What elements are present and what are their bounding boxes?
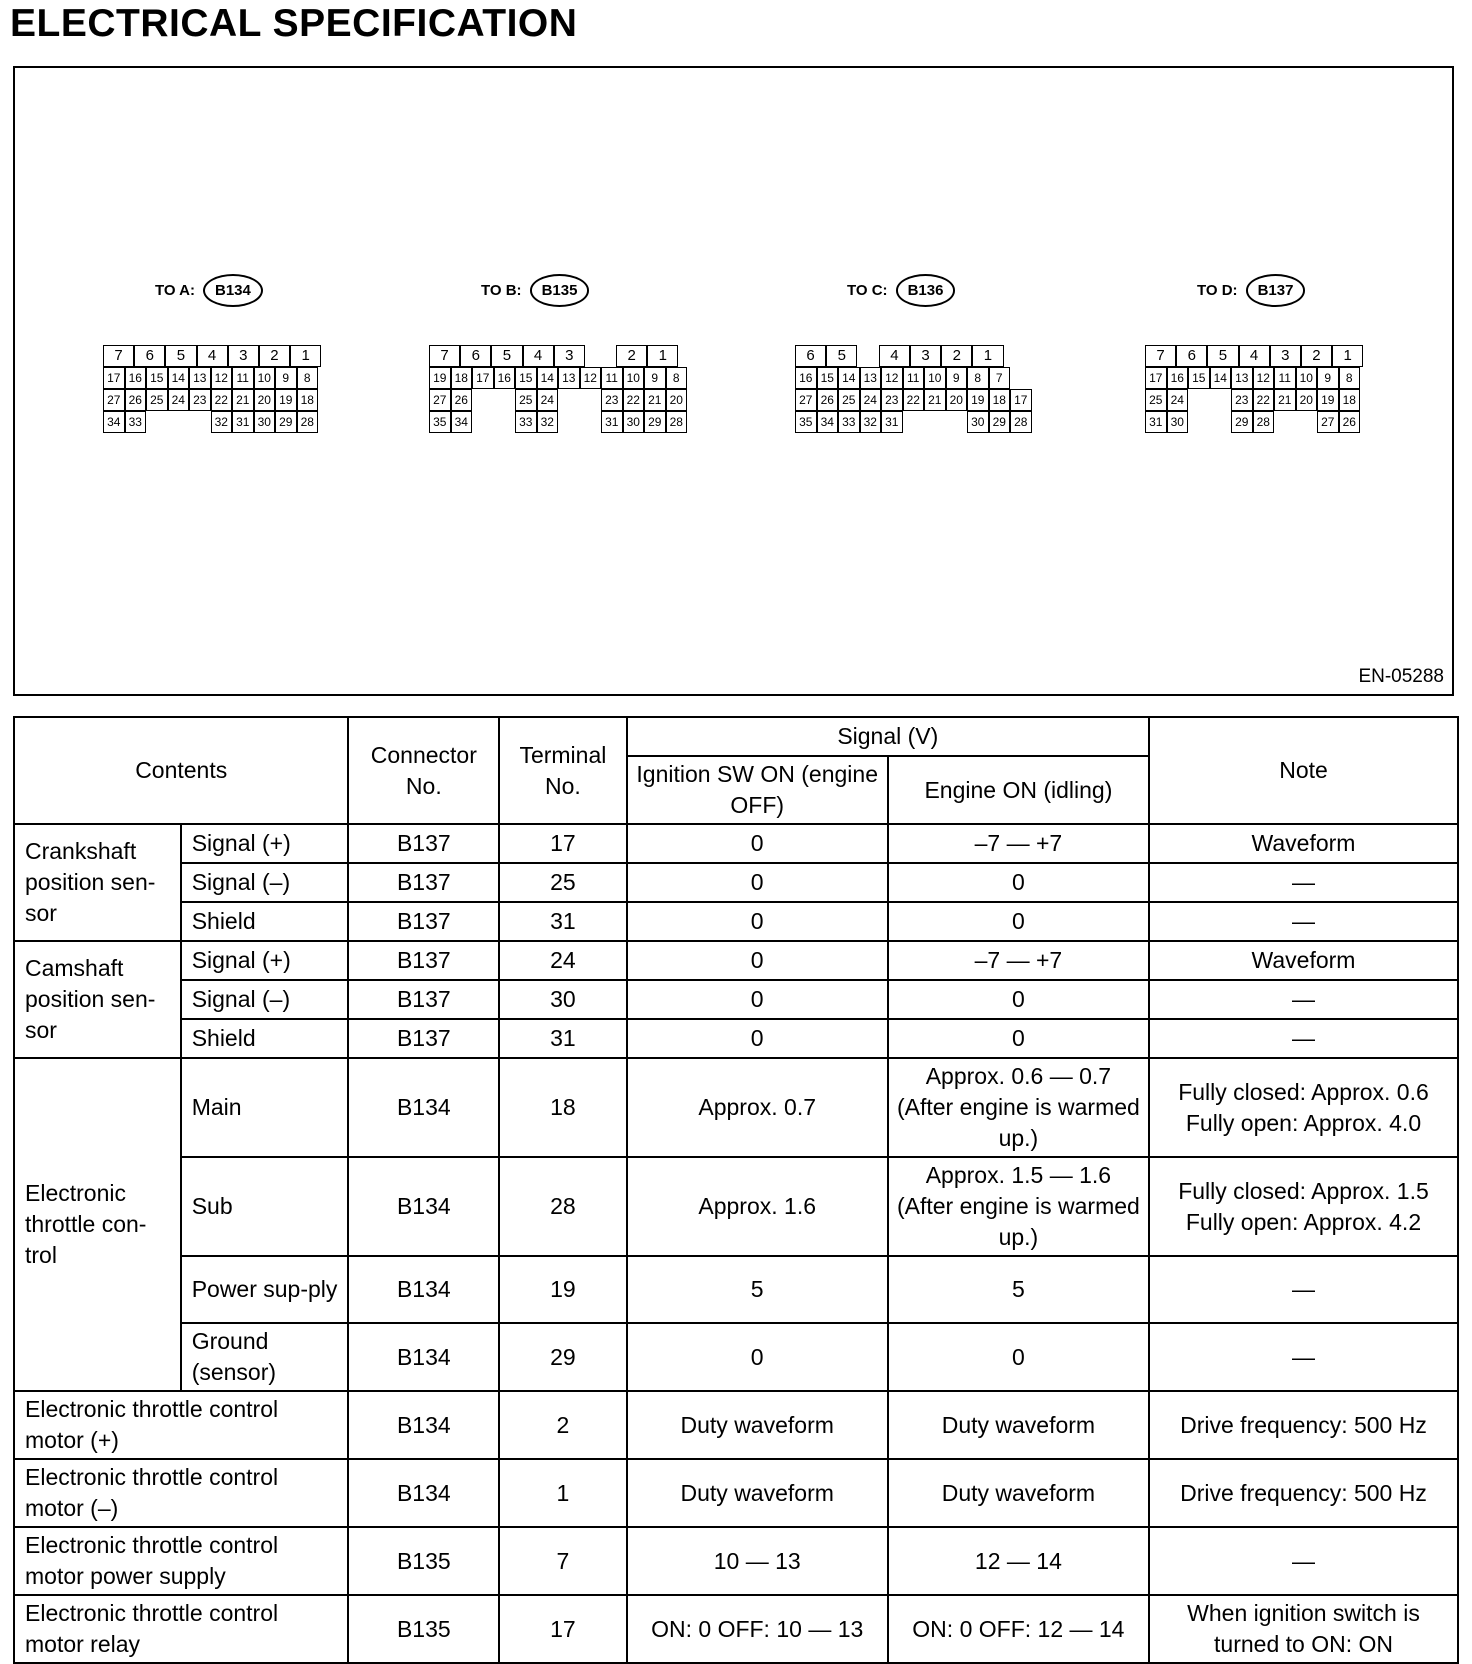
pin-24: 24: [537, 389, 559, 411]
pin-18: 18: [989, 389, 1011, 411]
pin-11: 11: [232, 367, 254, 389]
connector-no: B137: [348, 824, 499, 863]
group-crankshaft-sensor: Crankshaft position sen-sor: [14, 824, 181, 941]
pin-6: 6: [460, 345, 491, 367]
pin-35: 35: [429, 411, 451, 433]
note: Drive frequency: 500 Hz: [1149, 1391, 1458, 1459]
pin-8: 8: [297, 367, 319, 389]
terminal-no: 17: [499, 1595, 626, 1663]
item-throttle-motor-minus: Electronic throttle control motor (–): [14, 1459, 348, 1527]
signal-engine-on: 12 — 14: [888, 1527, 1149, 1595]
note: —: [1149, 980, 1458, 1019]
pin-20: 20: [666, 389, 688, 411]
pin-2: 2: [616, 345, 647, 367]
pin-17: 17: [472, 367, 494, 389]
pin-12: 12: [1253, 367, 1275, 389]
header-ignition-sw-on: Ignition SW ON (engine OFF): [627, 756, 888, 824]
connector-prefix: TO A:: [155, 282, 195, 299]
signal-engine-on: Approx. 0.6 — 0.7 (After engine is warmed up.): [888, 1058, 1149, 1157]
terminal-no: 29: [499, 1323, 626, 1391]
signal-ign-on: 10 — 13: [627, 1527, 888, 1595]
note: Waveform: [1149, 941, 1458, 980]
header-terminal-no: Terminal No.: [499, 717, 626, 824]
sub-item: Power sup-ply: [181, 1256, 349, 1323]
pin-32: 32: [211, 411, 233, 433]
pin-30: 30: [254, 411, 276, 433]
pin-22: 22: [623, 389, 645, 411]
signal-ign-on: 5: [627, 1256, 888, 1323]
pin-3: 3: [554, 345, 585, 367]
pin-2: 2: [1301, 345, 1332, 367]
pin-22: 22: [1253, 389, 1275, 411]
connector-label: [847, 274, 955, 307]
signal-engine-on: 0: [888, 863, 1149, 902]
header-connector-no: Connector No.: [348, 717, 499, 824]
pin-24: 24: [1167, 389, 1189, 411]
pin-10: 10: [254, 367, 276, 389]
sub-item: Signal (+): [181, 824, 349, 863]
signal-ign-on: 0: [627, 863, 888, 902]
pin-24: 24: [168, 389, 190, 411]
pin-9: 9: [1317, 367, 1339, 389]
pin-16: 16: [1167, 367, 1189, 389]
signal-ign-on: Duty waveform: [627, 1459, 888, 1527]
pin-1: 1: [972, 345, 1003, 367]
terminal-no: 25: [499, 863, 626, 902]
pin-20: 20: [946, 389, 968, 411]
header-engine-on: Engine ON (idling): [888, 756, 1149, 824]
note: Drive frequency: 500 Hz: [1149, 1459, 1458, 1527]
connector-id-badge: B137: [1246, 274, 1306, 307]
note: —: [1149, 1527, 1458, 1595]
pin-5: 5: [826, 345, 857, 367]
pin-1: 1: [647, 345, 678, 367]
terminal-no: 28: [499, 1157, 626, 1256]
item-throttle-motor-relay: Electronic throttle control motor relay: [14, 1595, 348, 1663]
signal-ign-on: 0: [627, 824, 888, 863]
pin-3: 3: [228, 345, 259, 367]
sub-item: Signal (–): [181, 863, 349, 902]
connector-no: B135: [348, 1595, 499, 1663]
pin-23: 23: [881, 389, 903, 411]
item-throttle-motor-plus: Electronic throttle control motor (+): [14, 1391, 348, 1459]
pin-3: 3: [910, 345, 941, 367]
connector-no: B137: [348, 1019, 499, 1058]
group-camshaft-sensor: Camshaft position sen-sor: [14, 941, 181, 1058]
pin-1: 1: [290, 345, 321, 367]
connector-no: B134: [348, 1058, 499, 1157]
pin-18: 18: [297, 389, 319, 411]
pin-17: 17: [1145, 367, 1167, 389]
pin-29: 29: [275, 411, 297, 433]
connector-no: B134: [348, 1157, 499, 1256]
pin-9: 9: [275, 367, 297, 389]
pin-34: 34: [103, 411, 125, 433]
pin-14: 14: [838, 367, 860, 389]
note: Fully closed: Approx. 1.5 Fully open: Approx. 4.2: [1149, 1157, 1458, 1256]
pin-5: 5: [491, 345, 522, 367]
pin-4: 4: [879, 345, 910, 367]
pin-8: 8: [666, 367, 688, 389]
signal-ign-on: ON: 0 OFF: 10 — 13: [627, 1595, 888, 1663]
note: Waveform: [1149, 824, 1458, 863]
connector-prefix: TO C:: [847, 282, 888, 299]
sub-item: Signal (–): [181, 980, 349, 1019]
signal-engine-on: 0: [888, 980, 1149, 1019]
connector-no: B135: [348, 1527, 499, 1595]
pin-5: 5: [1207, 345, 1238, 367]
pin-31: 31: [601, 411, 623, 433]
signal-ign-on: 0: [627, 980, 888, 1019]
pin-16: 16: [795, 367, 817, 389]
pin-26: 26: [125, 389, 147, 411]
pin-26: 26: [451, 389, 473, 411]
pin-27: 27: [103, 389, 125, 411]
pin-17: 17: [103, 367, 125, 389]
pin-2: 2: [941, 345, 972, 367]
pin-30: 30: [967, 411, 989, 433]
connector-label: [155, 274, 263, 307]
terminal-no: 30: [499, 980, 626, 1019]
pin-6: 6: [1176, 345, 1207, 367]
connector-label: [1197, 274, 1305, 307]
pin-16: 16: [125, 367, 147, 389]
note: —: [1149, 1323, 1458, 1391]
pin-24: 24: [860, 389, 882, 411]
pin-23: 23: [1231, 389, 1253, 411]
pin-32: 32: [537, 411, 559, 433]
figure-reference-code: EN-05288: [1358, 666, 1444, 687]
pin-29: 29: [989, 411, 1011, 433]
pin-10: 10: [1296, 367, 1318, 389]
pin-3: 3: [1270, 345, 1301, 367]
terminal-no: 31: [499, 1019, 626, 1058]
pin-30: 30: [1167, 411, 1189, 433]
pin-14: 14: [537, 367, 559, 389]
header-signal: Signal (V): [627, 717, 1149, 756]
pin-15: 15: [515, 367, 537, 389]
pin-34: 34: [817, 411, 839, 433]
pin-14: 14: [1210, 367, 1232, 389]
pin-13: 13: [1231, 367, 1253, 389]
pin-25: 25: [515, 389, 537, 411]
pin-15: 15: [817, 367, 839, 389]
sub-item: Shield: [181, 1019, 349, 1058]
pin-13: 13: [189, 367, 211, 389]
pin-4: 4: [523, 345, 554, 367]
signal-engine-on: 5: [888, 1256, 1149, 1323]
signal-engine-on: –7 — +7: [888, 824, 1149, 863]
pin-8: 8: [1339, 367, 1361, 389]
pin-28: 28: [297, 411, 319, 433]
signal-engine-on: 0: [888, 902, 1149, 941]
signal-ign-on: 0: [627, 902, 888, 941]
pin-20: 20: [1296, 389, 1318, 411]
pin-30: 30: [623, 411, 645, 433]
connector-figure: [13, 66, 1454, 696]
pin-25: 25: [146, 389, 168, 411]
note: —: [1149, 1256, 1458, 1323]
pin-33: 33: [515, 411, 537, 433]
pin-2: 2: [259, 345, 290, 367]
note: —: [1149, 1019, 1458, 1058]
electrical-spec-table: [13, 716, 1459, 1664]
pin-21: 21: [924, 389, 946, 411]
pin-12: 12: [881, 367, 903, 389]
header-contents: Contents: [14, 717, 348, 824]
pin-9: 9: [644, 367, 666, 389]
connector-no: B137: [348, 980, 499, 1019]
pin-13: 13: [558, 367, 580, 389]
terminal-no: 2: [499, 1391, 626, 1459]
pin-18: 18: [1339, 389, 1361, 411]
terminal-no: 7: [499, 1527, 626, 1595]
connector-label: [481, 274, 589, 307]
pin-10: 10: [623, 367, 645, 389]
terminal-no: 1: [499, 1459, 626, 1527]
sub-item: Signal (+): [181, 941, 349, 980]
connector-id-badge: B134: [203, 274, 263, 307]
pin-12: 12: [580, 367, 602, 389]
pin-31: 31: [232, 411, 254, 433]
pin-6: 6: [795, 345, 826, 367]
pin-15: 15: [146, 367, 168, 389]
signal-engine-on: –7 — +7: [888, 941, 1149, 980]
pin-33: 33: [838, 411, 860, 433]
pin-7: 7: [989, 367, 1011, 389]
connector-no: B137: [348, 902, 499, 941]
connector-no: B134: [348, 1459, 499, 1527]
connector-id-badge: B136: [896, 274, 956, 307]
pin-28: 28: [1010, 411, 1032, 433]
pin-4: 4: [197, 345, 228, 367]
pin-9: 9: [946, 367, 968, 389]
pin-29: 29: [1231, 411, 1253, 433]
pin-31: 31: [881, 411, 903, 433]
signal-ign-on: Duty waveform: [627, 1391, 888, 1459]
pin-11: 11: [1274, 367, 1296, 389]
pin-29: 29: [644, 411, 666, 433]
note: Fully closed: Approx. 0.6 Fully open: Approx. 4.0: [1149, 1058, 1458, 1157]
pin-8: 8: [967, 367, 989, 389]
signal-ign-on: 0: [627, 1323, 888, 1391]
signal-ign-on: 0: [627, 941, 888, 980]
sub-item: Shield: [181, 902, 349, 941]
pin-26: 26: [1339, 411, 1361, 433]
pin-34: 34: [451, 411, 473, 433]
pin-35: 35: [795, 411, 817, 433]
connector-no: B134: [348, 1391, 499, 1459]
signal-engine-on: ON: 0 OFF: 12 — 14: [888, 1595, 1149, 1663]
pin-22: 22: [211, 389, 233, 411]
pin-15: 15: [1188, 367, 1210, 389]
pin-11: 11: [601, 367, 623, 389]
pin-10: 10: [924, 367, 946, 389]
pin-27: 27: [429, 389, 451, 411]
pin-21: 21: [644, 389, 666, 411]
pin-28: 28: [1253, 411, 1275, 433]
signal-ign-on: Approx. 0.7: [627, 1058, 888, 1157]
pin-31: 31: [1145, 411, 1167, 433]
pin-16: 16: [494, 367, 516, 389]
connector-prefix: TO B:: [481, 282, 522, 299]
pin-23: 23: [189, 389, 211, 411]
pin-19: 19: [275, 389, 297, 411]
pin-25: 25: [1145, 389, 1167, 411]
connector-prefix: TO D:: [1197, 282, 1238, 299]
pin-14: 14: [168, 367, 190, 389]
pin-11: 11: [903, 367, 925, 389]
note: —: [1149, 902, 1458, 941]
terminal-no: 18: [499, 1058, 626, 1157]
pin-6: 6: [134, 345, 165, 367]
signal-ign-on: 0: [627, 1019, 888, 1058]
pin-32: 32: [860, 411, 882, 433]
pin-26: 26: [817, 389, 839, 411]
signal-engine-on: 0: [888, 1323, 1149, 1391]
pin-27: 27: [795, 389, 817, 411]
pin-5: 5: [165, 345, 196, 367]
pin-18: 18: [451, 367, 473, 389]
pin-21: 21: [232, 389, 254, 411]
pin-7: 7: [429, 345, 460, 367]
pin-12: 12: [211, 367, 233, 389]
sub-item: Sub: [181, 1157, 349, 1256]
terminal-no: 19: [499, 1256, 626, 1323]
connector-no: B137: [348, 863, 499, 902]
pin-22: 22: [903, 389, 925, 411]
terminal-no: 31: [499, 902, 626, 941]
terminal-no: 17: [499, 824, 626, 863]
note: When ignition switch is turned to ON: ON: [1149, 1595, 1458, 1663]
pin-20: 20: [254, 389, 276, 411]
page-title: ELECTRICAL SPECIFICATION: [10, 2, 578, 45]
connector-id-badge: B135: [530, 274, 590, 307]
group-electronic-throttle-control: Electronic throttle con-trol: [14, 1058, 181, 1391]
signal-ign-on: Approx. 1.6: [627, 1157, 888, 1256]
pin-19: 19: [429, 367, 451, 389]
item-throttle-motor-power-supply: Electronic throttle control motor power supply: [14, 1527, 348, 1595]
pin-4: 4: [1239, 345, 1270, 367]
pin-21: 21: [1274, 389, 1296, 411]
signal-engine-on: 0: [888, 1019, 1149, 1058]
pin-33: 33: [125, 411, 147, 433]
pin-1: 1: [1332, 345, 1363, 367]
signal-engine-on: Approx. 1.5 — 1.6 (After engine is warmed up.): [888, 1157, 1149, 1256]
pin-25: 25: [838, 389, 860, 411]
connector-no: B134: [348, 1256, 499, 1323]
pin-23: 23: [601, 389, 623, 411]
sub-item: Main: [181, 1058, 349, 1157]
sub-item: Ground (sensor): [181, 1323, 349, 1391]
terminal-no: 24: [499, 941, 626, 980]
connector-no: B137: [348, 941, 499, 980]
header-note: Note: [1149, 717, 1458, 824]
pin-7: 7: [103, 345, 134, 367]
pin-28: 28: [666, 411, 688, 433]
signal-engine-on: Duty waveform: [888, 1459, 1149, 1527]
pin-19: 19: [967, 389, 989, 411]
note: —: [1149, 863, 1458, 902]
pin-19: 19: [1317, 389, 1339, 411]
connector-no: B134: [348, 1323, 499, 1391]
pin-27: 27: [1317, 411, 1339, 433]
pin-17: 17: [1010, 389, 1032, 411]
pin-13: 13: [860, 367, 882, 389]
pin-7: 7: [1145, 345, 1176, 367]
signal-engine-on: Duty waveform: [888, 1391, 1149, 1459]
